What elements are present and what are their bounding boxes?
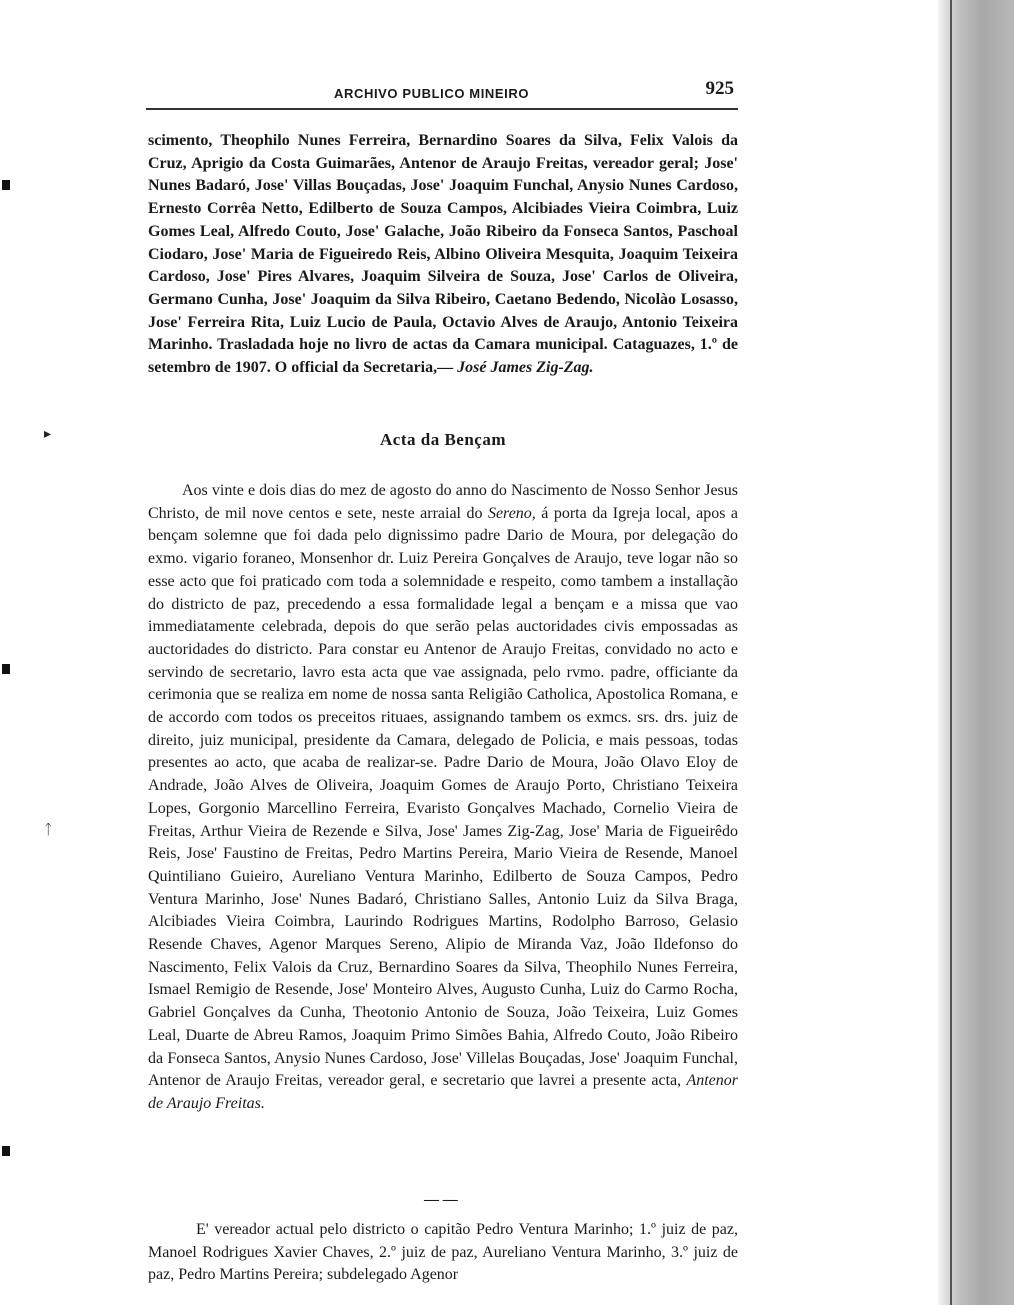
scan-binding-line [950,0,952,1305]
page-number: 925 [705,78,734,99]
signature: José James Zig-Zag. [457,359,594,377]
margin-arrow-icon: ▸ [44,426,52,442]
signature: Antenor de Araujo Freitas. [148,1072,738,1112]
paragraph-continuation [148,130,738,380]
running-head: ARCHIVO PUBLICO MINEIRO [334,86,530,101]
margin-tick-icon: ᛏ [44,822,53,838]
officials-paragraph [148,1219,738,1287]
scan-margin-mark [2,180,10,190]
paragraph-text: Aos vinte e dois dias do mez de agosto do anno do Nascimento de Nosso Senhor Jesus Christo, de mil nove centos e sete, neste arraial do [148,482,738,522]
section-heading: Acta da Bençam [380,430,506,449]
page-header [146,78,738,108]
header-rule [146,108,738,110]
scan-margin-mark [2,1146,10,1156]
place-name: Sereno, [487,504,536,522]
section-separator: — — [424,1192,458,1208]
paragraph-text: scimento, Theophilo Nunes Ferreira, Bernardino Soares da Silva, Felix Valois da Cruz, Aprigio da Costa Guimarães, Antenor de Araujo Freitas, vereador geral; Jose' Nunes Badaró, Jose' Villas Bouçadas, Jose' Joaquim Funchal, Anysio Nunes Cardoso, Ernesto Corrêa Netto, Edilberto de Souza Campos, Alcibiades Vieira Coimbra, Luiz Gomes Leal, Alfredo Couto, Jose' Galache, João Ribeiro da Fonseca Santos, Paschoal Ciodaro, Jose' Maria de Figueiredo Reis, Albino Oliveira Mesquita, Joaquim Teixeira Cardoso, Jose' Pires Alvares, Joaquim Silveira de Souza, Jose' Carlos de Oliveira, Germano Cunha, Jose' Joaquim da Silva Ribeiro, Caetano Bedendo, Nicolào Losasso, Jose' Ferreira Rita, Luiz Lucio de Paula, Octavio Alves de Araujo, Antonio Teixeira Marinho. Trasladada hoje no livro de actas da Camara municipal. Cataguazes, 1.º de setembro de 1907. O official da Secretaria,— [148,132,738,377]
acta-paragraph [148,480,738,1116]
scan-margin-mark [2,664,10,674]
paragraph-text: E' vereador actual pelo districto o capitão Pedro Ventura Marinho; 1.º juiz de paz, Manoel Rodrigues Xavier Chaves, 2.º juiz de paz, Aureliano Ventura Marinho, 3.º juiz de paz, Pedro Martins Pereira; subdelegado Agenor [148,1221,738,1284]
paragraph-text-continued: á porta da Igreja local, apos a bençam solemne que foi dada pelo dignissimo padre Dario de Moura, por delegação do exmo. vigario foraneo, Monsenhor dr. Luiz Pereira Gonçalves de Araujo, teve logar não so esse acto que foi praticado com toda a solemnidade e respeito, como tambem a installação do districto de paz, precedendo a essa formalidade legal a bençam e a missa que vao immediatamente celebrada, depois do que serão pelas auctoridades civis empossadas as auctoridades do districto. Para constar eu Antenor de Araujo Freitas, convidado no acto e servindo de secretario, lavro esta acta que vae assignada, pelo rvmo. padre, officiante da cerimonia que se realiza em nome de nossa santa Religião Catholica, Apostolica Romana, e de accordo com todos os preceitos rituaes, assignando tambem os exmcs. srs. drs. juiz de direito, juiz municipal, presidente da Camara, delegado de Policia, e mais pessoas, todas presentes ao acto, que acaba de realizar-se. Padre Dario de Moura, João Olavo Eloy de Andrade, João Alves de Oliveira, Joaquim Gomes de Araujo Porto, Christiano Teixeira Lopes, Gorgonio Marcellino Ferreira, Evaristo Gonçalves Machado, Cornelio Vieira de Freitas, Arthur Vieira de Rezende e Silva, Jose' James Zig-Zag, Jose' Maria de Figueirêdo Reis, Jose' Faustino de Freitas, Pedro Martins Pereira, Mario Vieira de Resende, Manoel Quintiliano Guieiro, Aureliano Ventura Marinho, Edilberto de Souza Campos, Pedro Ventura Marinho, Jose' Nunes Badaró, Christiano Salles, Antonio Luiz da Silva Braga, Alcibiades Vieira Coimbra, Laurindo Rodrigues Martins, Rodolpho Barroso, Gelasio Resende Chaves, Agenor Marques Sereno, Alipio de Miranda Vaz, João Ildefonso do Nascimento, Felix Valois da Cruz, Bernardino Soares da Silva, Theophilo Nunes Ferreira, Ismael Remigio de Resende, Jose' Monteiro Alves, Augusto Cunha, Luiz do Carmo Rocha, Gabriel Gonçalves da Cunha, Theotonio Antonio de Souza, João Teixeira, Luiz Gomes Leal, Duarte de Abreu Ramos, Joaquim Primo Simões Bahia, Alfredo Couto, João Ribeiro da Fonseca Santos, Anysio Nunes Cardoso, Jose' Villelas Bouçadas, Jose' Joaquim Funchal, Antenor de Araujo Freitas, vereador geral, e secretario que lavrei a presente acta, [148,504,739,1090]
